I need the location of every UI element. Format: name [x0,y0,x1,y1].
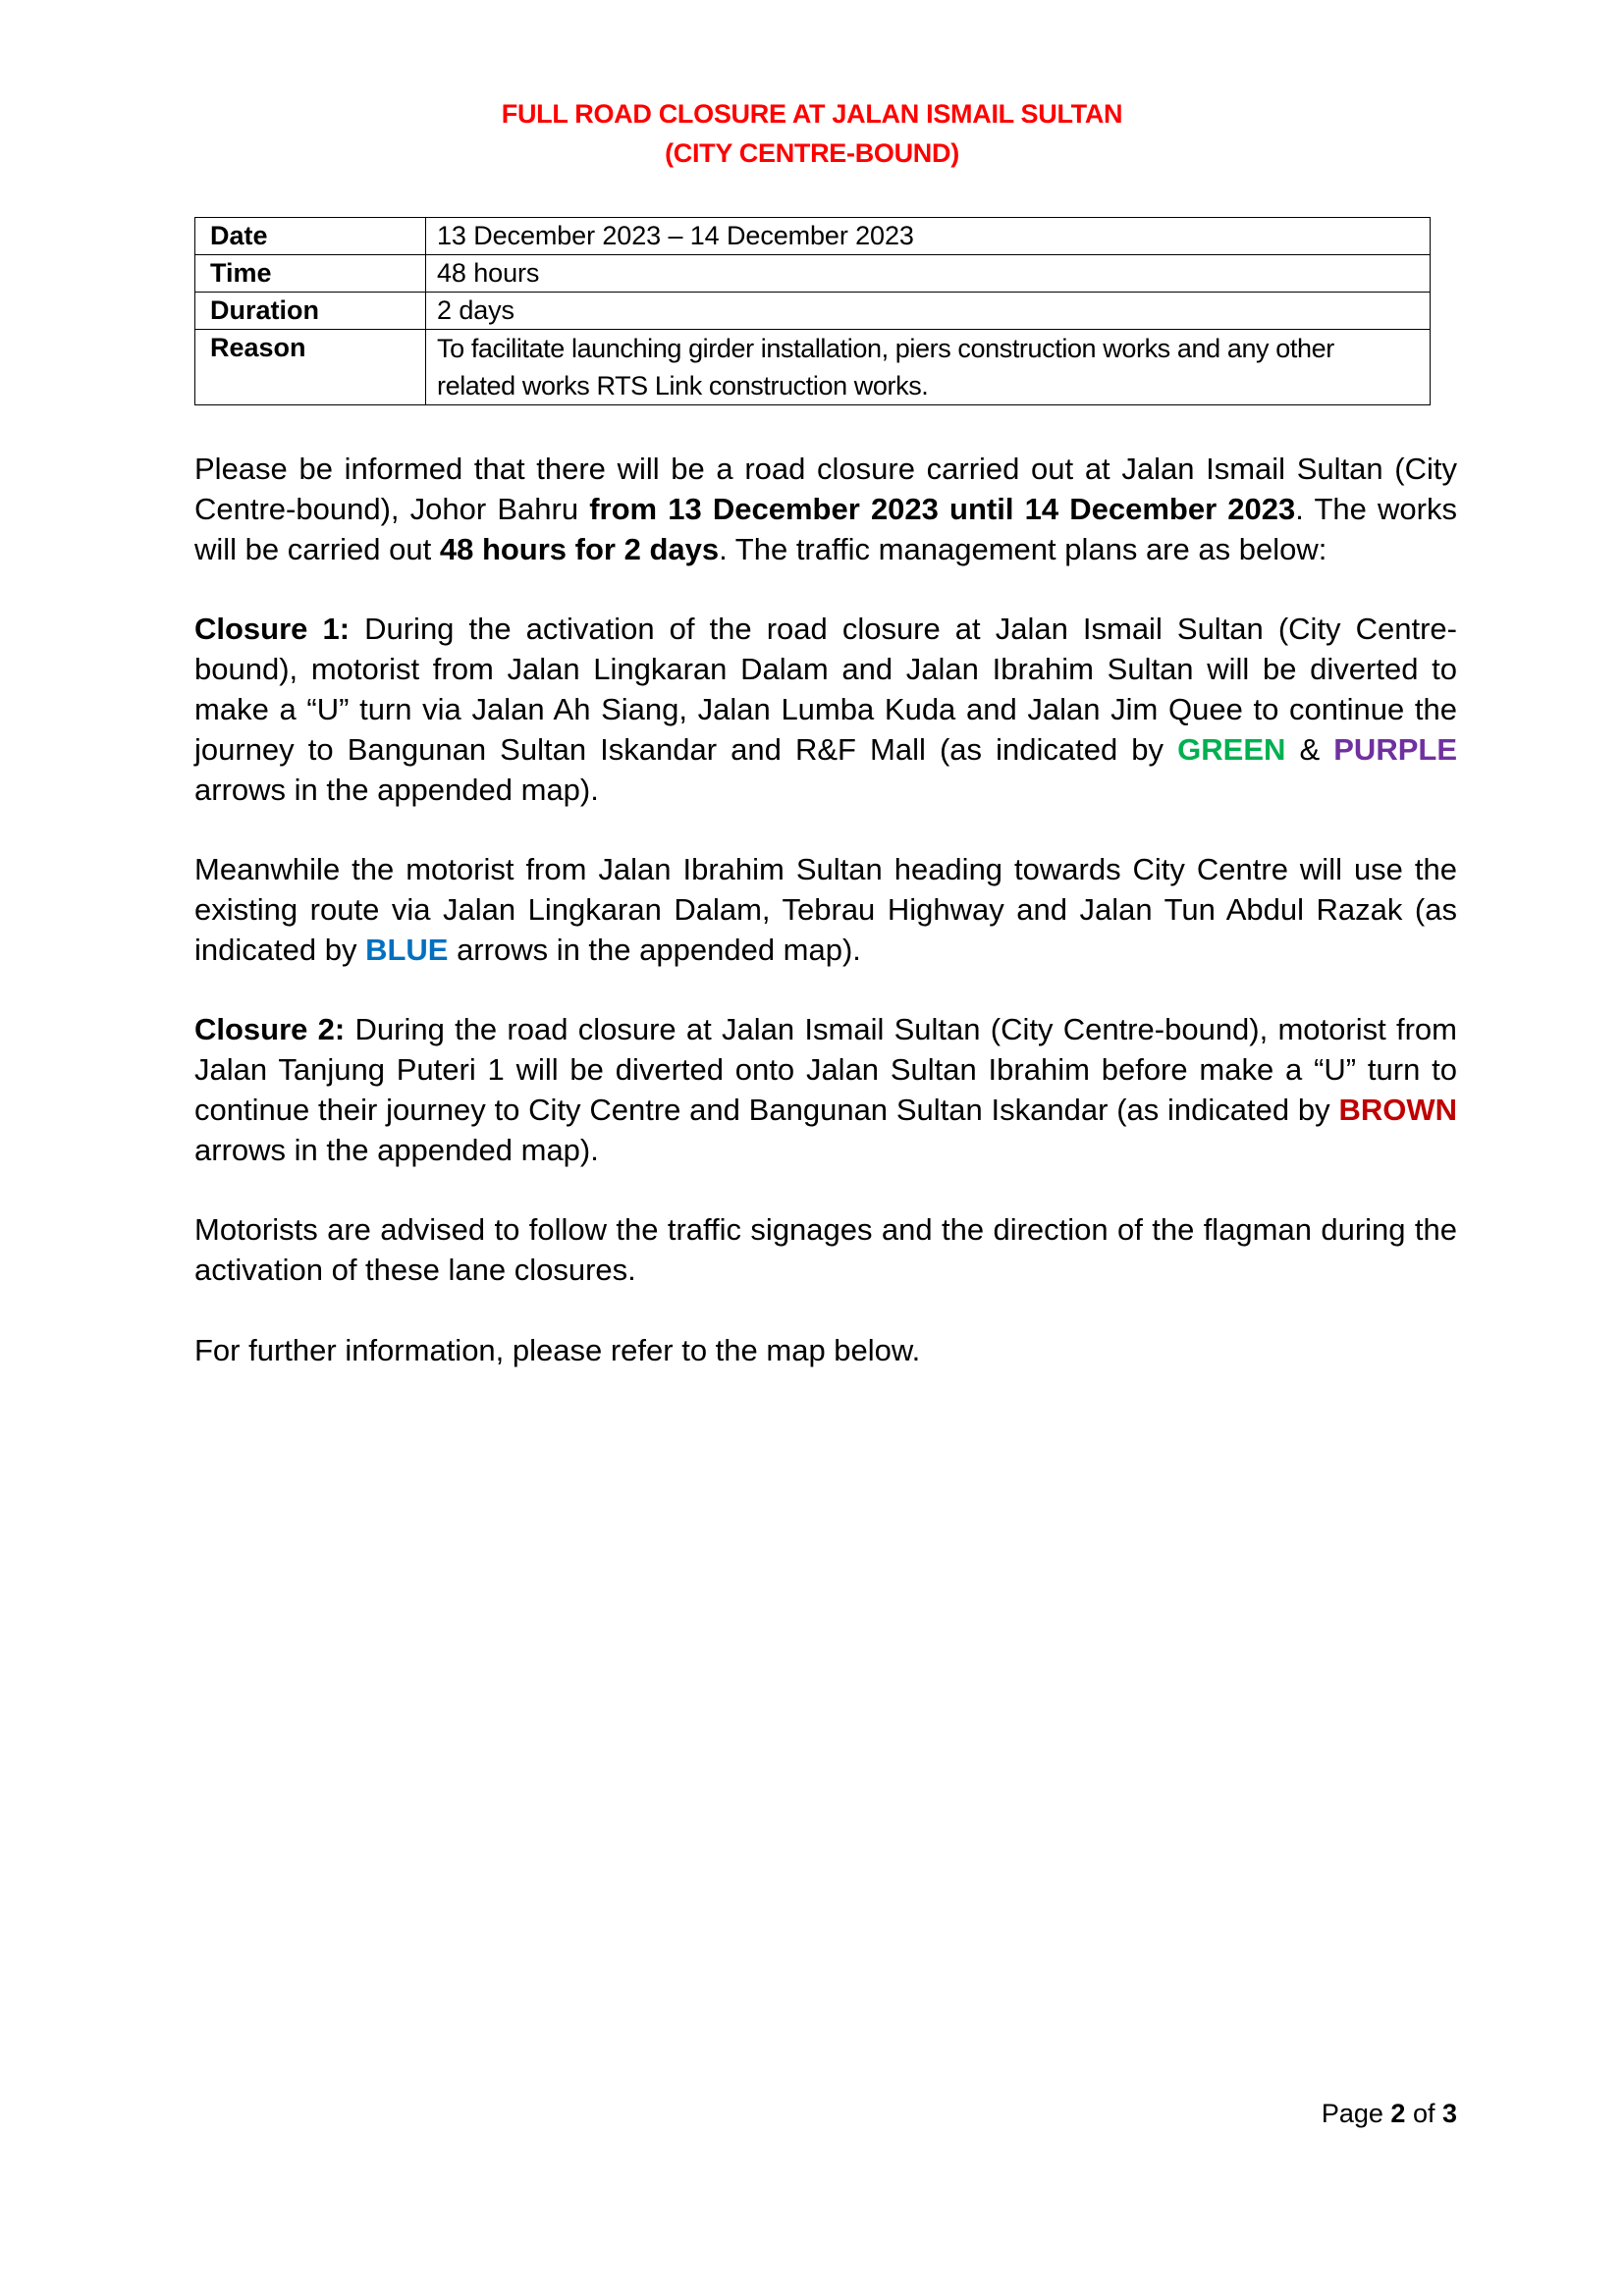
closure-2-text: arrows in the appended map). [194,1133,599,1167]
closure-2-paragraph [194,1009,1457,1170]
time-label: Time [195,255,426,293]
of-word: of [1405,2099,1442,2128]
meanwhile-text: Meanwhile the motorist from Jalan Ibrahim Sultan heading towards City Centre will use the existing route via Jalan Lingkaran Dalam, Tebrau Highway and Jalan Tun Abdul Razak (as indicated by [194,852,1457,967]
closure-1-paragraph [194,609,1457,810]
duration-value: 2 days [426,293,1431,330]
closure-1-text: During the activation of the road closure at Jalan Ismail Sultan (City Centre-bound), motorist from Jalan Lingkaran Dalam and Jalan Ibrahim Sultan will be diverted to make a “U” turn via Jalan Ah Siang, Jalan Lumba Kuda and Jalan Jim Quee to continue the journey to Bangunan Sultan Iskandar and R&F Mall (as indicated by [194,612,1457,767]
reason-value: To facilitate launching girder installation, piers construction works and any other related works RTS Link construction works. [426,330,1431,405]
advice-paragraph: Motorists are advised to follow the traffic signages and the direction of the flagman during the activation of these lane closures. [194,1212,1457,1287]
intro-text: . The traffic management plans are as below: [719,532,1327,566]
date-label: Date [195,218,426,255]
duration-label: Duration [195,293,426,330]
total-pages: 3 [1441,2099,1457,2128]
closure-1-label: Closure 1: [194,612,351,646]
closure-1-text: & [1285,732,1334,767]
intro-text: . The works will be carried out [194,492,1457,566]
table-row-duration [195,293,1431,330]
blue-arrow-label: BLUE [365,933,449,967]
page-word: Page [1321,2099,1391,2128]
table-row-time [195,255,1431,293]
reason-label: Reason [195,330,426,405]
closure-1-text: arrows in the appended map). [194,773,599,807]
current-page: 2 [1390,2099,1406,2128]
intro-date-range: from 13 December 2023 until 14 December 2023 [589,492,1296,526]
document-subtitle: (CITY CENTRE-BOUND) [665,138,959,168]
time-value: 48 hours [426,255,1431,293]
green-arrow-label: GREEN [1177,732,1286,767]
closure-2-label: Closure 2: [194,1012,346,1046]
intro-paragraph [194,449,1457,569]
table-row-date [195,218,1431,255]
intro-text: Please be informed that there will be a road closure carried out at Jalan Ismail Sultan (City Centre-bound), Johor Bahru [194,452,1457,526]
closure-2-text: During the road closure at Jalan Ismail Sultan (City Centre-bound), motorist from Jalan Tanjung Puteri 1 will be diverted onto Jalan Sultan Ibrahim before make a “U” turn to continue their journey to City Centre and Bangunan Sultan Iskandar (as indicated by [194,1012,1457,1127]
brown-arrow-label: BROWN [1338,1093,1457,1127]
document-title: FULL ROAD CLOSURE AT JALAN ISMAIL SULTAN [501,99,1123,129]
purple-arrow-label: PURPLE [1333,732,1457,767]
meanwhile-paragraph [194,849,1457,970]
intro-duration: 48 hours for 2 days [439,532,720,566]
date-value: 13 December 2023 – 14 December 2023 [426,218,1431,255]
table-row-reason [195,330,1431,405]
further-info-paragraph: For further information, please refer to the map below. [194,1333,921,1367]
meanwhile-text: arrows in the appended map). [448,933,861,967]
page-number [1322,2099,1457,2129]
closure-info-table [194,217,1431,405]
